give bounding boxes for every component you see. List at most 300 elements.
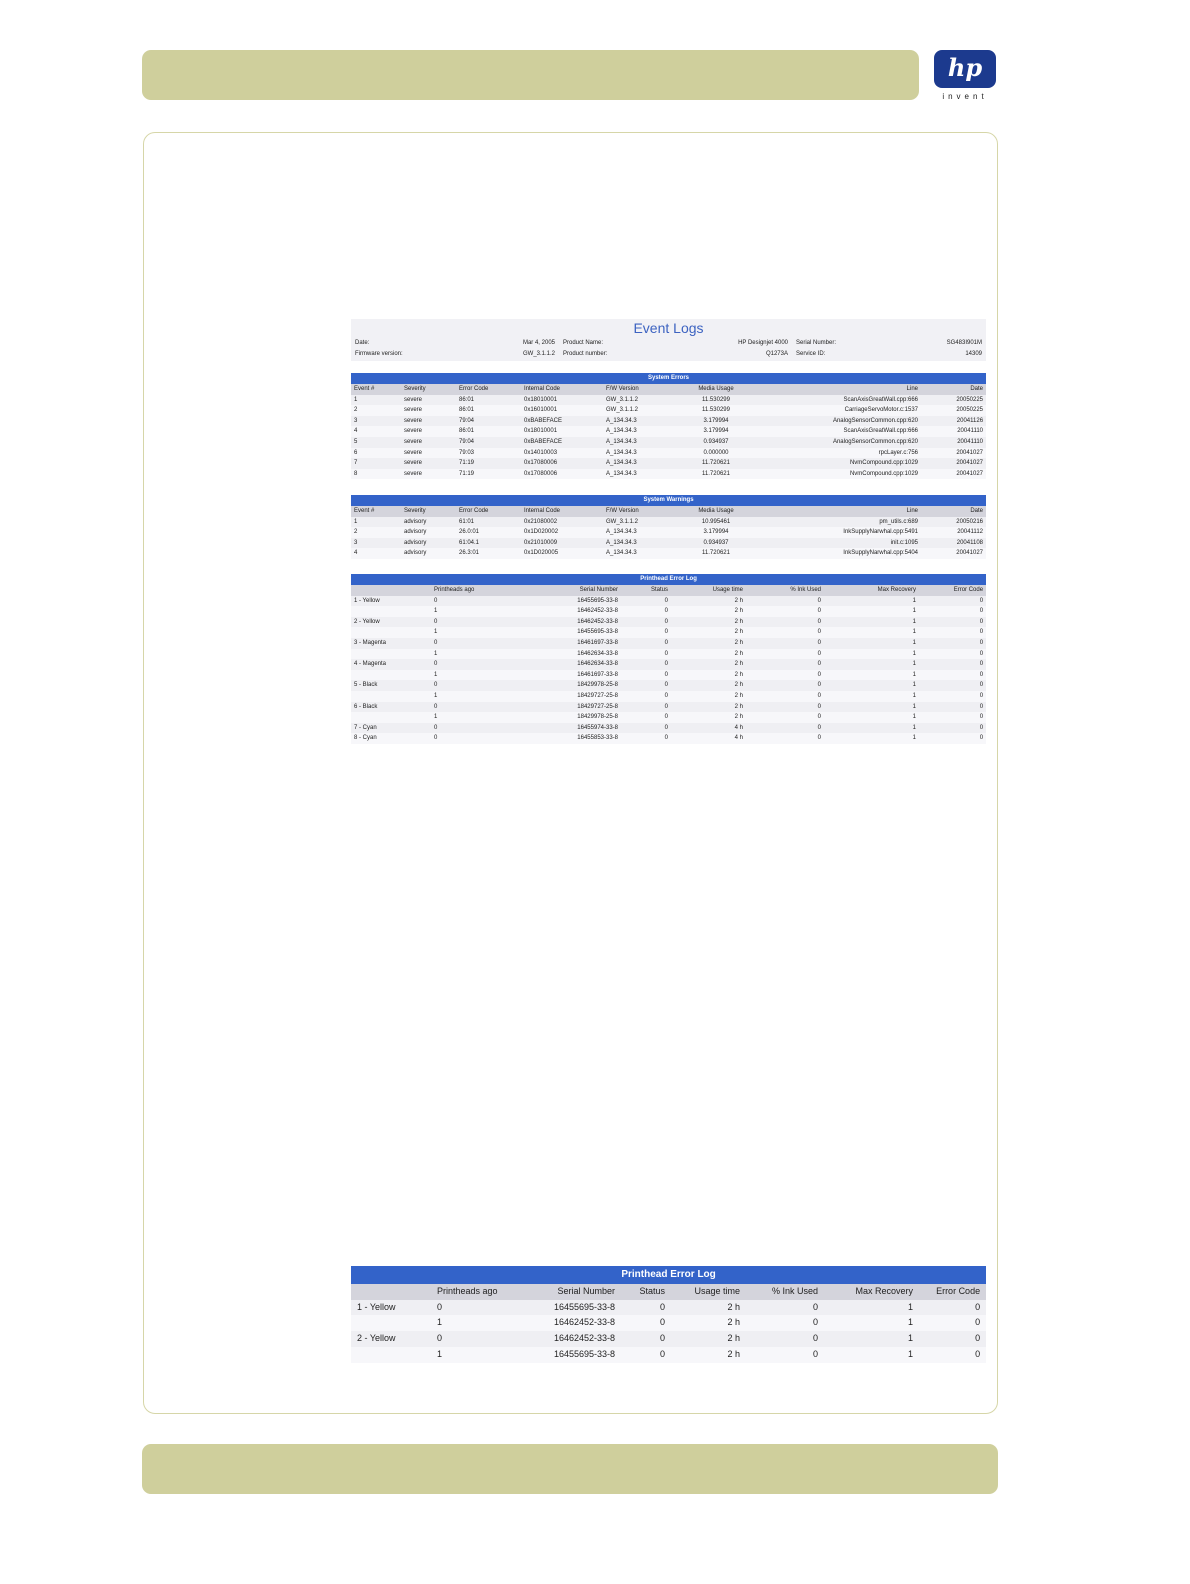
table-cell: 2 h: [734, 682, 743, 689]
table-cell: 2 h: [734, 597, 743, 604]
table-cell: 0: [664, 714, 668, 721]
table-cell: 0: [434, 682, 438, 689]
table-cell: 0: [979, 714, 984, 721]
table-cell: 0: [812, 1348, 818, 1359]
table-cell: 0: [817, 661, 821, 668]
table-cell: severe: [404, 417, 423, 424]
table-cell: 0: [664, 629, 668, 636]
table-cell: 0: [659, 1317, 665, 1328]
table-cell: 5 - Black: [354, 682, 378, 689]
table-cell: 16462452-33-8: [577, 618, 618, 625]
table-cell: 11.720621: [702, 550, 730, 557]
table-cell: 2 h: [734, 608, 743, 615]
table-cell: 79:03: [459, 449, 475, 456]
printhead-log-title: Printhead Error Log: [351, 574, 986, 585]
table-cell: InkSupplyNarwhal.cpp:5491: [843, 529, 918, 536]
table-cell: A_134.34.3: [606, 449, 637, 456]
column-header: Max Recovery: [824, 1284, 919, 1300]
table-cell: 4: [354, 550, 358, 557]
table-cell: 1: [907, 1348, 913, 1359]
table-cell: 0: [664, 608, 668, 615]
table-cell: 1: [354, 518, 358, 525]
column-header: Media Usage: [685, 506, 747, 517]
table-cell: 0x14010003: [524, 449, 558, 456]
table-cell: 0x18010001: [524, 428, 558, 435]
table-cell: 20050216: [956, 518, 983, 525]
product-name-value: HP Designjet 4000: [738, 340, 788, 346]
table-cell: 1: [912, 703, 916, 710]
table-cell: 79:04: [459, 417, 475, 424]
table-cell: 71:19: [459, 460, 475, 467]
table-cell: 0x1D020005: [524, 550, 559, 557]
table-cell: 0: [817, 735, 821, 742]
table-cell: 0: [664, 671, 668, 678]
table-cell: 0: [434, 661, 438, 668]
table-cell: 1: [912, 724, 916, 731]
date-label: Date:: [355, 340, 370, 346]
table-cell: rpcLayer.c:756: [878, 449, 918, 456]
table-cell: 0: [664, 724, 668, 731]
table-cell: 0: [817, 608, 821, 615]
table-cell: 0: [437, 1333, 443, 1344]
table-row: [351, 691, 986, 702]
column-header: Media Usage: [685, 384, 747, 395]
table-cell: advisory: [404, 550, 427, 557]
column-header: Printheads ago: [431, 585, 526, 596]
table-cell: 0: [979, 639, 984, 646]
table-cell: 1: [434, 650, 438, 657]
table-cell: 0: [434, 618, 438, 625]
table-cell: 86:01: [459, 396, 475, 403]
table-cell: 0: [664, 703, 668, 710]
table-cell: 0: [979, 703, 984, 710]
table-cell: 1: [434, 629, 438, 636]
table-cell: 3 - Magenta: [354, 639, 387, 646]
table-cell: 0: [975, 1333, 981, 1344]
table-row: [351, 649, 986, 660]
table-cell: 3.179994: [703, 428, 729, 435]
table-cell: 3.179994: [703, 529, 729, 536]
table-row: [351, 437, 986, 448]
table-cell: 16455695-33-8: [577, 629, 618, 636]
table-cell: 16461697-33-8: [577, 671, 618, 678]
table-cell: 0: [975, 1301, 981, 1312]
table-cell: 0x16010001: [524, 407, 558, 414]
table-row: [351, 1331, 986, 1347]
table-cell: 11.530299: [702, 407, 730, 414]
table-cell: 1: [912, 650, 916, 657]
table-cell: 26.0:01: [459, 529, 480, 536]
table-cell: 16455853-33-8: [577, 735, 618, 742]
printhead-error-log-table: [351, 574, 986, 744]
table-cell: 0: [664, 682, 668, 689]
table-cell: 18429978-25-8: [577, 714, 618, 721]
table-cell: AnalogSensorCommon.cpp:620: [832, 417, 918, 424]
table-cell: 1: [912, 682, 916, 689]
table-cell: 26.3:01: [459, 550, 480, 557]
table-cell: 1: [907, 1333, 913, 1344]
table-cell: 0: [817, 714, 821, 721]
table-cell: 1: [912, 692, 916, 699]
table-cell: 0: [812, 1301, 818, 1312]
table-cell: 0: [817, 597, 821, 604]
table-cell: 0x17080006: [524, 470, 558, 477]
table-cell: InkSupplyNarwhal.cpp:5404: [843, 550, 918, 557]
table-cell: 2 h: [734, 650, 743, 657]
table-cell: 0.934937: [703, 438, 729, 445]
table-cell: 61:01: [459, 518, 475, 525]
table-cell: 16462452-33-8: [577, 608, 618, 615]
table-cell: 1: [437, 1348, 443, 1359]
table-cell: 0: [659, 1301, 665, 1312]
table-cell: 18429727-25-8: [577, 703, 618, 710]
table-cell: 0: [659, 1348, 665, 1359]
column-header: Line: [747, 506, 921, 517]
system-errors-table: [351, 373, 986, 479]
table-row: [351, 395, 986, 406]
table-cell: 16461697-33-8: [577, 639, 618, 646]
table-row: [351, 659, 986, 670]
table-row: [351, 405, 986, 416]
column-header: Serial Number: [526, 585, 621, 596]
table-cell: ScanAxisGreatWall.cpp:666: [843, 428, 918, 435]
table-cell: 8: [354, 470, 358, 477]
table-cell: 0xBABEFACE: [524, 438, 563, 445]
printhead-error-log-zoom-table: [351, 1266, 986, 1363]
table-row: [351, 733, 986, 744]
table-cell: 0: [437, 1301, 443, 1312]
table-cell: 0: [664, 639, 668, 646]
table-cell: 0: [817, 682, 821, 689]
table-cell: 0: [434, 703, 438, 710]
table-cell: 3: [354, 539, 358, 546]
table-cell: 0: [664, 661, 668, 668]
table-cell: 2 h: [734, 639, 743, 646]
table-cell: CarriageServoMotor.c:1537: [844, 407, 918, 414]
table-cell: 20041027: [956, 460, 984, 467]
table-cell: [351, 627, 431, 638]
table-cell: 16455695-33-8: [577, 597, 618, 604]
table-cell: 0: [979, 650, 984, 657]
table-row: [351, 548, 986, 559]
table-cell: [351, 1347, 431, 1363]
column-header: [351, 1284, 431, 1300]
table-cell: severe: [404, 396, 423, 403]
table-cell: init.c:1095: [890, 539, 918, 546]
table-cell: NvmCompound.cpp:1029: [849, 460, 918, 467]
table-cell: 7 - Cyan: [354, 724, 377, 731]
table-cell: 4 h: [734, 724, 743, 731]
table-cell: advisory: [404, 518, 427, 525]
table-cell: 1 - Yellow: [354, 597, 380, 604]
table-cell: A_134.34.3: [606, 438, 637, 445]
table-cell: 2 h: [727, 1333, 740, 1344]
table-cell: 2 h: [734, 618, 743, 625]
table-cell: severe: [404, 428, 423, 435]
table-cell: 2 h: [727, 1348, 740, 1359]
column-header: F/W Version: [603, 384, 685, 395]
table-row: [351, 596, 986, 607]
table-cell: [351, 1315, 431, 1331]
table-cell: 16455974-33-8: [577, 724, 618, 731]
table-cell: 0: [817, 671, 821, 678]
table-row: [351, 670, 986, 681]
column-header: Event #: [351, 506, 401, 517]
column-header: Internal Code: [521, 506, 603, 517]
table-cell: 1: [912, 639, 916, 646]
table-cell: 0: [979, 724, 984, 731]
table-cell: 1: [907, 1317, 913, 1328]
table-cell: 86:01: [459, 407, 475, 414]
table-cell: 6: [354, 449, 358, 456]
table-cell: severe: [404, 438, 423, 445]
column-header: Error Code: [456, 506, 521, 517]
table-cell: 11.720621: [702, 470, 730, 477]
table-cell: 0: [664, 692, 668, 699]
column-header: Status: [621, 1284, 671, 1300]
table-cell: 0: [434, 639, 438, 646]
column-header: Line: [747, 384, 921, 395]
table-row: [351, 702, 986, 713]
table-cell: 18429978-25-8: [577, 682, 618, 689]
column-header: Date: [921, 384, 986, 395]
table-cell: 0x21080002: [524, 518, 558, 525]
table-cell: 0: [664, 650, 668, 657]
table-row: [351, 517, 986, 528]
table-cell: 0: [434, 735, 438, 742]
table-cell: 20041108: [956, 539, 983, 546]
table-row: [351, 538, 986, 549]
table-cell: severe: [404, 470, 423, 477]
table-cell: [351, 712, 431, 723]
table-row: [351, 723, 986, 734]
column-header: [351, 585, 431, 596]
table-cell: severe: [404, 460, 423, 467]
table-cell: 20041126: [956, 417, 984, 424]
table-row: [351, 680, 986, 691]
table-cell: 1: [912, 608, 916, 615]
column-header: Usage time: [671, 585, 746, 596]
hp-logo-mark: hp: [947, 53, 983, 82]
system-warnings-table: [351, 495, 986, 559]
table-cell: 6 - Black: [354, 703, 378, 710]
table-cell: 1: [907, 1301, 913, 1312]
product-name-label: Product Name:: [563, 340, 604, 346]
table-cell: 0: [979, 618, 984, 625]
table-cell: 0: [979, 692, 984, 699]
column-header: % Ink Used: [746, 1284, 824, 1300]
table-cell: 0: [817, 650, 821, 657]
table-cell: 0: [664, 735, 668, 742]
table-cell: 0: [812, 1333, 818, 1344]
table-cell: 20041110: [957, 428, 984, 435]
table-cell: AnalogSensorCommon.cpp:620: [832, 438, 918, 445]
table-row: [351, 469, 986, 480]
date-value: Mar 4, 2005: [522, 340, 555, 346]
table-cell: GW_3.1.1.2: [606, 518, 639, 525]
column-header: Usage time: [671, 1284, 746, 1300]
product-number-label: Product number:: [563, 351, 608, 357]
table-cell: 3.179994: [703, 417, 729, 424]
table-cell: 0x17080006: [524, 460, 558, 467]
column-header: Severity: [401, 384, 456, 395]
table-cell: 0: [817, 618, 821, 625]
column-header: Error Code: [919, 1284, 986, 1300]
serial-number-label: Serial Number:: [796, 340, 837, 346]
table-cell: 16462634-33-8: [577, 661, 618, 668]
table-cell: 20041027: [956, 470, 984, 477]
table-cell: [351, 691, 431, 702]
table-cell: 7: [354, 460, 358, 467]
table-cell: 3: [354, 417, 358, 424]
table-cell: NvmCompound.cpp:1029: [849, 470, 918, 477]
table-cell: A_134.34.3: [606, 460, 637, 467]
table-cell: 20041027: [956, 449, 984, 456]
column-header: % Ink Used: [746, 585, 824, 596]
hp-logo-tagline: invent: [942, 92, 988, 101]
table-cell: A_134.34.3: [606, 428, 637, 435]
table-cell: A_134.34.3: [606, 539, 637, 546]
table-cell: [351, 670, 431, 681]
column-header: Max Recovery: [824, 585, 919, 596]
table-cell: 2: [354, 529, 358, 536]
column-header: F/W Version: [603, 506, 685, 517]
table-cell: 20041110: [957, 438, 984, 445]
table-row: [351, 617, 986, 628]
table-cell: 10.995461: [701, 518, 731, 525]
table-cell: 1: [912, 714, 916, 721]
table-cell: 0x1D020002: [524, 529, 559, 536]
table-row: [351, 416, 986, 427]
table-cell: 20050225: [956, 407, 984, 414]
table-cell: 1: [912, 597, 916, 604]
table-row: [351, 1315, 986, 1331]
table-cell: 0x18010001: [524, 396, 558, 403]
table-cell: 2 h: [734, 629, 743, 636]
table-cell: 61:04.1: [459, 539, 480, 546]
column-header: Error Code: [919, 585, 986, 596]
table-cell: 71:19: [459, 470, 475, 477]
table-cell: 2 h: [727, 1317, 740, 1328]
firmware-value: GW_3.1.1.2: [522, 351, 555, 357]
table-row: [351, 606, 986, 617]
table-cell: 20041027: [956, 550, 983, 557]
table-cell: 79:04: [459, 438, 475, 445]
table-cell: 0.000000: [703, 449, 729, 456]
table-cell: 4 h: [734, 735, 743, 742]
table-cell: 0: [979, 735, 984, 742]
table-cell: 16462452-33-8: [553, 1333, 615, 1344]
table-cell: severe: [404, 449, 423, 456]
service-id-label: Service ID:: [796, 351, 826, 357]
table-cell: 0: [817, 629, 821, 636]
table-row: [351, 627, 986, 638]
table-cell: 0: [817, 639, 821, 646]
table-cell: 0.934937: [703, 539, 729, 546]
printhead-log-zoom-title: Printhead Error Log: [351, 1266, 986, 1284]
column-header: Printheads ago: [431, 1284, 526, 1300]
table-cell: 5: [354, 438, 358, 445]
table-cell: 0x21010009: [524, 539, 558, 546]
column-header: Date: [921, 506, 986, 517]
table-cell: 0: [979, 661, 984, 668]
table-row: [351, 1300, 986, 1316]
column-header: Status: [621, 585, 671, 596]
table-cell: GW_3.1.1.2: [606, 407, 639, 414]
table-cell: 1: [354, 396, 358, 403]
firmware-label: Firmware version:: [355, 351, 403, 357]
service-id-value: 14309: [965, 351, 982, 357]
table-cell: 1: [912, 671, 916, 678]
table-cell: 1: [912, 661, 916, 668]
column-header: Serial Number: [526, 1284, 621, 1300]
column-header: Internal Code: [521, 384, 603, 395]
table-cell: 18429727-25-8: [577, 692, 618, 699]
table-cell: 20050225: [956, 396, 984, 403]
table-cell: 2 h: [734, 692, 743, 699]
table-cell: 2 h: [727, 1301, 740, 1312]
table-cell: 0: [664, 597, 668, 604]
table-cell: 86:01: [459, 428, 475, 435]
table-cell: 2 h: [734, 661, 743, 668]
system-warnings-title: System Warnings: [351, 495, 986, 506]
table-cell: 1: [434, 608, 438, 615]
serial-number-value: SG483I901M: [946, 340, 982, 346]
table-cell: 0: [817, 703, 821, 710]
table-cell: A_134.34.3: [606, 550, 637, 557]
table-cell: 1: [434, 714, 438, 721]
table-row: [351, 527, 986, 538]
table-cell: 4: [354, 428, 358, 435]
table-cell: 0: [659, 1333, 665, 1344]
table-cell: A_134.34.3: [606, 417, 637, 424]
table-row: [351, 638, 986, 649]
report-title: Event Logs: [633, 320, 704, 336]
table-cell: 16455695-33-8: [553, 1301, 615, 1312]
table-cell: 2 h: [734, 671, 743, 678]
table-cell: 1: [912, 735, 916, 742]
table-cell: advisory: [404, 539, 427, 546]
table-cell: advisory: [404, 529, 427, 536]
table-cell: 0: [817, 692, 821, 699]
table-cell: 0: [979, 608, 984, 615]
table-cell: GW_3.1.1.2: [606, 396, 639, 403]
table-cell: ScanAxisGreatWall.cpp:666: [843, 396, 918, 403]
table-cell: 11.720621: [702, 460, 730, 467]
table-cell: 1 - Yellow: [357, 1301, 396, 1312]
hp-logo: [933, 50, 997, 104]
table-cell: 2 - Yellow: [354, 618, 380, 625]
table-cell: A_134.34.3: [606, 470, 637, 477]
table-cell: 0: [434, 724, 438, 731]
table-row: [351, 426, 986, 437]
table-cell: 11.530299: [702, 396, 730, 403]
table-cell: 0: [979, 682, 984, 689]
column-header: Severity: [401, 506, 456, 517]
table-cell: 16455695-33-8: [553, 1348, 615, 1359]
table-cell: 0: [975, 1348, 981, 1359]
table-cell: 2 h: [734, 703, 743, 710]
table-cell: 2 h: [734, 714, 743, 721]
column-header: Event #: [351, 384, 401, 395]
table-cell: 2 - Yellow: [357, 1333, 396, 1344]
table-cell: 0: [812, 1317, 818, 1328]
table-cell: severe: [404, 407, 423, 414]
table-cell: 1: [434, 671, 438, 678]
table-cell: 0xBABEFACE: [524, 417, 563, 424]
table-cell: 0: [434, 597, 438, 604]
product-number-value: Q1273A: [765, 351, 788, 357]
